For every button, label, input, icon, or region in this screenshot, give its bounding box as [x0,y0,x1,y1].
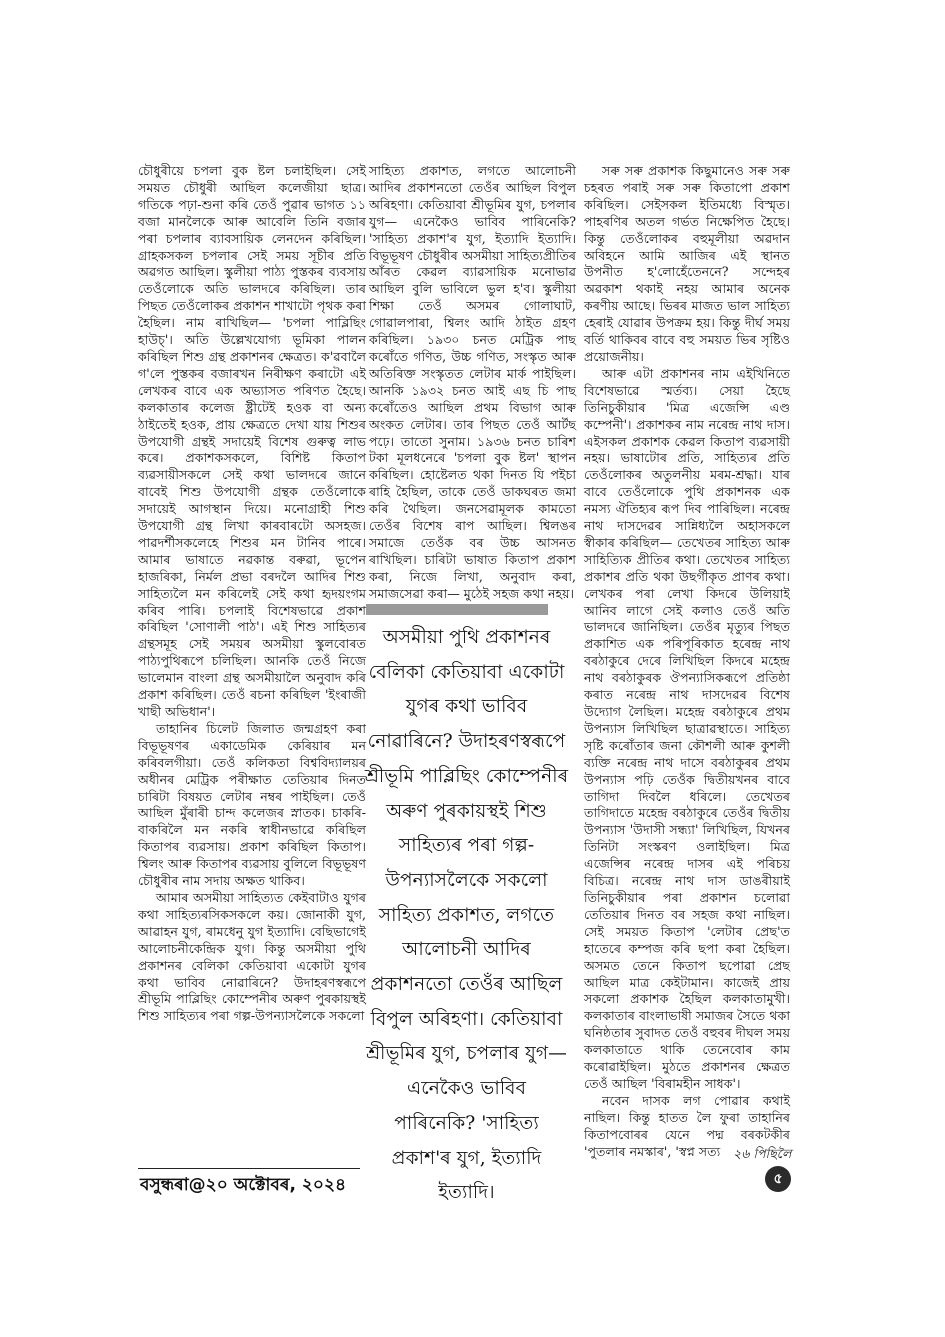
pull-quote: অসমীয়া পুথি প্ৰকাশনৰ বেলিকা কেতিয়াবা একোটা যুগৰ কথা ভাবিব নোৱাৰিনে? উদাহৰণস্বৰূপে শ্ৰীভূমি পাব্লিছিং কোম্পেনীৰ অৰুণ পুৰকায়স্থই শিশু সাহিত্যৰ পৰা গল্প-উপন্যাসলৈকে সকলো সাহিত্য প্ৰকাশত, লগতে আলোচনী আদিৰ প্ৰকাশনতো তেওঁৰ আছিল বিপুল অৰিহণা। কেতিয়াবা শ্ৰীভূমিৰ যুগ, চপলাৰ যুগ— এনেকৈও ভাবিব পাৰিনেকি? 'সাহিত্য প্ৰকাশ'ৰ যুগ, ইত্যাদি ইত্যাদি। [364,627,569,1204]
article-paragraph: তাহানিৰ চিলেট জিলাত জন্মগ্ৰহণ কৰা বিভূভূষণৰ একাডেমিক কেৰিয়াৰ মন কৰিবলগীয়া। তেওঁ কলিকতা বিশ্ববিদ্যালয়ৰ অধীনৰ মেট্ৰিক পৰীক্ষাত তেতিয়াৰ দিনত চাৰিটা বিষয়ত লেটাৰ নম্বৰ পাইছিল। তেওঁ আছিল মুঁৰাৰী চান্দ কলেজৰ স্নাতক। চাকৰি-বাকৰিলৈ মন নকৰি স্বাধীনভাৱে কৰিছিল কিতাপৰ ব্যৱসায়। প্ৰকাশ কৰিছিল কিতাপ। শ্বিলং আৰু কিতাপৰ ব্যৱসায় বুলিলে বিভূভূষণ চৌধুৰীৰ নাম সদায় অক্ষত থাকিব। [138,720,366,889]
article-paragraph: আমাৰ অসমীয়া সাহিত্যত কেইবাটাও যুগৰ কথা সাহিত্যৰসিকসকলে কয়। জোনাকী যুগ, আৱাহন যুগ, ৰামধেনু যুগ ইত্যাদি। বেছিভাগেই আলোচনীকেন্দ্ৰিক যুগ। কিন্তু অসমীয়া পুথি প্ৰকাশনৰ বেলিকা কেতিয়াবা একোটা যুগৰ কথা ভাবিব নোৱাৰিনে? উদাহৰণস্বৰূপে শ্ৰীভূমি পাব্লিছিং কোম্পেনীৰ অৰুণ পুৰকায়স্থই শিশু সাহিত্যৰ পৰা গল্প-উপন্যাসলৈকে সকলো [138,889,366,1024]
footer-rule [138,1168,360,1169]
article-paragraph: সাহিত্য প্ৰকাশত, লগতে আলোচনী আদিৰ প্ৰকাশনতো তেওঁৰ আছিল বিপুল অৰিহণা। কেতিয়াবা শ্ৰীভূমিৰ যুগ, চপলাৰ যুগ— এনেকৈও ভাবিব পাৰিনেকি? 'সাহিত্য প্ৰকাশ'ৰ যুগ, ইত্যাদি ইত্যাদি। বিভূভূষণ চৌধুৰীৰ অসমীয়া সাহিত্যপ্ৰীতিৰ আঁৰত কেৱল ব্যাৱসায়িক মনোভাৱ আছিল বুলি ভাবিলে ভুল হ'ব। স্কুলীয়া শিক্ষা তেওঁ অসমৰ গোলাঘাট, গোৱালপাৰা, শ্বিলং আদি ঠাইত গ্ৰহণ কৰিছিল। ১৯৩০ চনত মেট্ৰিক পাছ কৰোঁতে গণিত, উচ্চ গণিত, সংস্কৃত আৰু অতিৰিক্ত সংস্কৃতত লেটাৰ মাৰ্ক পাইছিল। আনকি ১৯৩২ চনত আই এছ চি পাছ কৰোঁতেও আছিল প্ৰথম বিভাগ আৰু অংকত লেটাৰ। তাৰ পিছত তেওঁ আৰ্টছ পঢ়ে। তাতো সুনাম। ১৯৩৬ চনত চাৰিশ টকা মূলধনেৰে 'চপলা বুক ষ্টল' স্থাপন কৰিছিল। হোষ্টেলত থকা দিনত যি পইচা ৰাহি হৈছিল, তাকে তেওঁ ডাকঘৰত জমা কৰি থৈছিল। জনসেৱামূলক কামতো তেওঁৰ বিশেষ ৰাপ আছিল। শ্বিলঙৰ সমাজে তেওঁক বৰ উচ্চ আসনত ৰাখিছিল। চাৰিটা ভাষাত কিতাপ প্ৰকাশ কৰা, নিজে লিখা, অনুবাদ কৰা, সমাজসেৱা কৰা— মুঠেই সহজ কথা নহয়। [369,163,576,601]
article-paragraph: সৰু সৰু প্ৰকাশক কিছুমানেও সৰু সৰু চহৰত পৰাই সৰু সৰু কিতাপো প্ৰকাশ কৰিছিল। সেইসকল ইতিমধ্যে বিস্মৃত। পাহৰণিৰ অতল গৰ্ভত নিক্ষেপিত হৈছে। কিন্তু তেওঁলোকৰ বহুমূলীয়া অৱদান অবিহনে আমি আজিৰ এই স্থানত উপনীত হ'লোহেঁতেননে? সন্দেহৰ অৱকাশ থকাই নহয় আমাৰ অনেক কৰণীয় আছে। ভিৰৰ মাজত ভাল সাহিত্য হেৰাই যোৱাৰ উপক্ৰম হয়। কিন্তু দীৰ্ঘ সময় বৰ্তি থাকিবৰ বাবে বহু সময়ত ভিৰ সৃষ্টিও প্ৰয়োজনীয়। [584,163,790,364]
continued-on-label: ২৬ পিছিলৈ [733,1146,792,1161]
footer-publication-line: বসুন্ধৰা@২০ অক্টোবৰ, ২০২৪ [140,1175,347,1195]
article-column-1 [138,163,366,1155]
article-paragraph: নবেন দাসক লগ পোৱাৰ কথাই নাছিল। কিন্তু হাতত লৈ ফুৰা তাহানিৰ কিতাপবোৰৰ যেনে পদ্ম বৰকটকীৰ 'পুতলাৰ নমস্কাৰ', 'স্বপ্ন সত্য [584,1092,790,1159]
article-column-3 [584,163,790,1163]
article-column-2 [369,163,576,601]
article-paragraph: আৰু এটা প্ৰকাশনৰ নাম এইখিনিতে বিশেষভাৱে স্মৰ্তব্য। সেয়া হৈছে তিনিচুকীয়াৰ 'মিত্ৰ এজেন্সি এণ্ড কম্পেনী'। প্ৰকাশকৰ নাম নৰেন্দ্ৰ নাথ দাস। এইসকল প্ৰকাশক কেৱল কিতাপ ব্যৱসায়ী নহয়। ভাষাটোৰ প্ৰতি, সাহিত্যৰ প্ৰতি তেওঁলোকৰ অতুলনীয় মৰম-শ্ৰদ্ধা। যাৰ বাবে তেওঁলোকে পুথি প্ৰকাশনক এক নমস্য ঐতিহ্যৰ ৰূপ দিব পাৰিছিল। নৰেন্দ্ৰ নাথ দাসদেৱৰ সান্নিধ্যলৈ অহাসকলে স্বীকাৰ কৰিছিল— তেখেতৰ সাহিত্য আৰু সাহিত্যিক প্ৰীতিৰ কথা। তেখেতৰ সাহিত্য প্ৰকাশৰ প্ৰতি থকা উছৰ্গীকৃত প্ৰাণৰ কথা। লেখকৰ পৰা লেখা কিদৰে উলিয়াই আনিব লাগে সেই কলাও তেওঁ অতি ভালদৰে জানিছিল। তেওঁৰ মৃত্যুৰ পিছত প্ৰকাশিত এক পৰিপূৰিকাত হৰেন্দ্ৰ নাথ বৰঠাকুৰে দেৰে লিখিছিল কিদৰে মহেন্দ্ৰ নাথ বৰঠাকুৰক ঔপন্যাসিকৰূপে প্ৰতিষ্ঠা কৰাত নৰেন্দ্ৰ নাথ দাসদেৱৰ বিশেষ উদ্যোগ লৈছিল। মহেন্দ্ৰ বৰঠাকুৰে প্ৰথম উপন্যাস লিখিছিল ছাত্ৰাৱস্থাতে। সাহিত্য সৃষ্টি কৰোঁতাৰ জনা কৌশলী আৰু কুশলী ব্যক্তি নৰেন্দ্ৰ নাথ দাসে বৰঠাকুৰৰ প্ৰথম উপন্যাস পঢ়ি তেওঁক দ্বিতীয়খনৰ বাবে তাগিদা দিবলৈ ধৰিলে। তেখেতৰ তাগিদাতে মহেন্দ্ৰ বৰঠাকুৰে তেওঁৰ দ্বিতীয় উপন্যাস 'উদাসী সন্ধ্যা' লিখিছিল, যিখনৰ তিনিটা সংস্কৰণ ওলাইছিল। মিত্ৰ এজেন্সিৰ নৰেন্দ্ৰ দাসৰ এই পৰিচয় বিচিত্ৰ। নৰেন্দ্ৰ নাথ দাস ডাঙৰীয়াই তিনিচুকীয়াৰ পৰা প্ৰকাশন চলোৱা তেতিয়াৰ দিনত বৰ সহজ কথা নাছিল। সেই সময়ত কিতাপ 'লেটাৰ প্ৰেছ'ত হাতেৰে কম্পজ কৰি ছপা কৰা হৈছিল। অসমত তেনে কিতাপ ছপোৱা প্ৰেছ আছিল মাত্ৰ কেইটামান। কাজেই প্ৰায় সকলো প্ৰকাশক হৈছিল কলকাতামুখী। কলকাতাৰ বাংলাভাষী সমাজৰ সৈতে থকা ঘনিষ্ঠতাৰ সুবাদত তেওঁ বহুবৰ দীঘল সময় কলকাতাতে থাকি তেনেবোৰ কাম কৰোৱাইছিল। মুঠতে প্ৰকাশনৰ ক্ষেত্ৰত তেওঁ আছিল 'বিৰামহীন সাধক'। [584,365,790,1091]
page-number-badge: ৫ [765,1166,791,1192]
article-paragraph: চৌধুৰীয়ে চপলা বুক ষ্টল চলাইছিল। সেই সময়ত চৌধুৰী আছিল কলেজীয়া ছাত্ৰ। গতিকে পঢ়া-শুনা কৰি তেওঁ পুৱাৰ ভাগত ১১ বজা মানলৈকে আৰু আবেলি তিনি বজাৰ পৰা চপলাৰ ব্যাবসায়িক লেনদেন কৰিছিল। গ্ৰাহকসকল চপলাৰ সেই সময় সূচীৰ প্ৰতি অৱগত আছিল। স্কুলীয়া পাঠ্য পুস্তকৰ ব্যবসায় তেওঁলোকে অতি ভালদৰে কৰিছিল। তাৰ পিছত তেওঁলোকৰ প্ৰকাশন শাখাটো পৃথক কৰা হৈছিল। নাম ৰাখিছিল— 'চপলা পাব্লিছিং হাউচ্'। অতি উল্লেখযোগ্য ভূমিকা পালন কৰিছিল শিশু গ্ৰন্থ প্ৰকাশনৰ ক্ষেত্ৰত। ক'ৱবালৈ গ'লে পুস্তকৰ বজাৰখন নিৰীক্ষণ কৰাটো এই লেখকৰ বাবে এক অভ্যাসত পৰিণত হৈছে। কলকাতাৰ কলেজ ষ্ট্ৰীটেই হওক বা অন্য ঠাইতেই হওক, প্ৰায় ক্ষেত্ৰতে দেখা যায় শিশুৰ উপযোগী গ্ৰন্থই সদায়েই বিশেষ গুৰুত্ব লাভ কৰে। প্ৰকাশকসকলে, বিশিষ্ট কিতাপ ব্যৱসায়ীসকলে সেই কথা ভালদৰে জানে বাবেই শিশু উপযোগী গ্ৰন্থক তেওঁলোকে সদায়েই আগস্থান দিয়ে। মনোগ্ৰাহী শিশু উপযোগী গ্ৰন্থ লিখা কাৰবাৰটো অসহজ। পাৱদৰ্শীসকলেহে শিশুৰ মন টানিব পাৰে। আমাৰ ভাষাতে নৱকান্ত বৰুৱা, ভূপেন হাজৰিকা, নিৰ্মল প্ৰভা বৰদলৈ আদিৰ শিশু সাহিত্যলৈ মন কৰিলেই সেই কথা হৃদয়ংগম কৰিব পাৰি। চপলাই বিশেষভাৱে প্ৰকাশ কৰিছিল 'সোণালী পাঠ'। এই শিশু সাহিত্যৰ গ্ৰন্থসমূহ সেই সময়ৰ অসমীয়া স্কুলবোৰত পাঠ্যপুথিৰূপে চলিছিল। আনকি তেওঁ নিজে ভালেমান বাংলা গ্ৰন্থ অসমীয়ালৈ অনুবাদ কৰি প্ৰকাশ কৰিছিল। তেওঁ ৰচনা কৰিছিল 'ইংৰাজী খাছী অভিধান'। [138,163,366,719]
pull-quote-rule [366,604,548,615]
